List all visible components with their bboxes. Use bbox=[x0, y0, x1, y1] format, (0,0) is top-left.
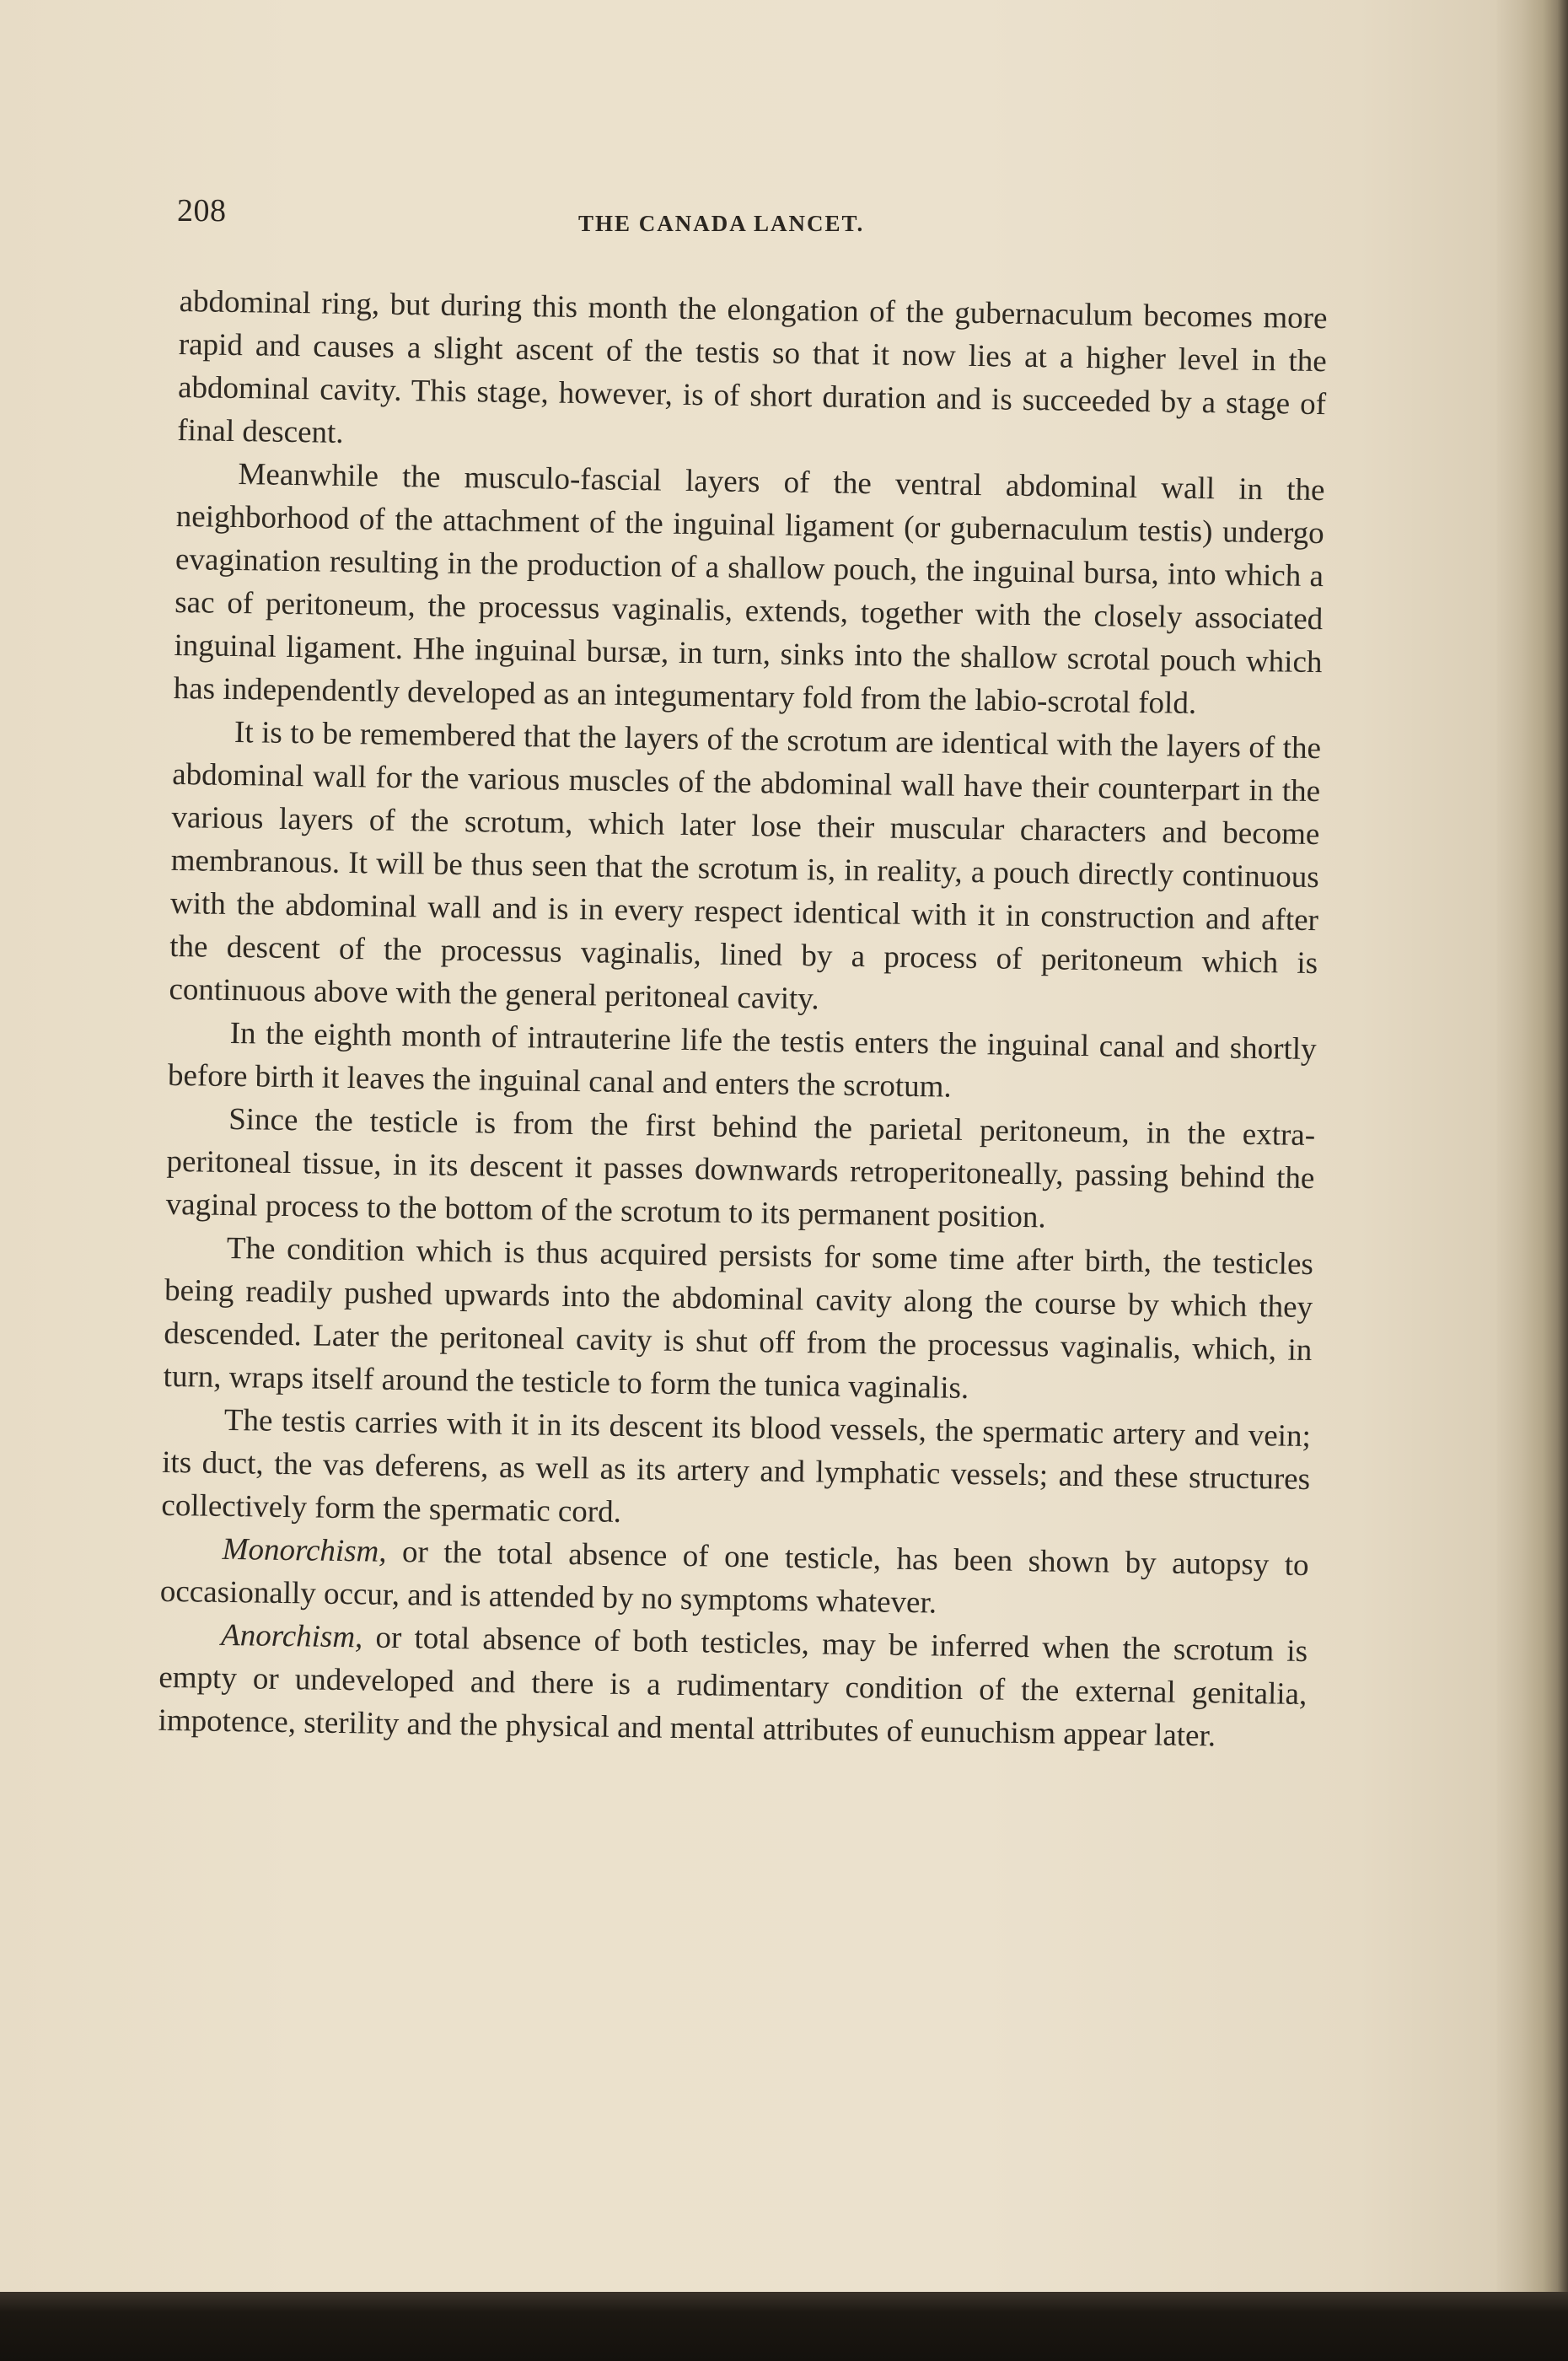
paragraph-text: Meanwhile the musculo-fascial layers of the ventral abdominal wall in the neighborhood of the attachment of the inguinal ligament (or gubernaculum testis) undergo evagination resulting in the production of a shallow pouch, the inguinal bursa, into which a sac of peritoneum, the processus vaginalis, extends, together with the closely associated inguinal ligament. Hhe inguinal bursæ, in turn, sinks into the shallow scrotal pouch which has independently developed as an integumentary fold from the labio-scrotal fold. bbox=[173, 457, 1325, 721]
paragraph-text: In the eighth month of intrauterine life the testis enters the inguinal canal and shortly before birth it leaves the inguinal canal and enters the scrotum. bbox=[167, 1015, 1317, 1105]
page-number: 208 bbox=[177, 193, 227, 229]
paragraph-text: The condition which is thus acquired persists for some time after birth, the testicles being readily pushed upwards into the abdominal cavity along the course by which they descended. Later the peritoneal cavity is shut off from the processus vaginalis, which, in turn, wraps itself around the testicle to form the tunica vaginalis. bbox=[163, 1230, 1314, 1406]
page-header bbox=[177, 192, 1332, 243]
page-edge-shadow bbox=[1496, 0, 1568, 2310]
paragraph-text: Since the testicle is from the first behind the parietal peritoneum, in the extra-peritoneal tissue, in its descent it passes downwards retroperitoneally, passing behind the vaginal process to the bottom of the scrotum to its permanent position. bbox=[165, 1101, 1316, 1235]
paragraph bbox=[163, 1226, 1313, 1415]
paragraph-text: abdominal ring, but during this month the elongation of the gubernaculum becomes more rapid and causes a slight ascent of the testis so that it now lies at a higher level in the abdominal cavity. This stage, however, is of short duration and is succeeded by a stage of final descent. bbox=[177, 283, 1328, 450]
paragraph-text: or total absence of both testicles, may be inferred when the scrotum is empty or undeveloped and there is a rudimentary condition of the external genitalia, impotence, sterility and the physical and mental attributes of eunuchism appear later. bbox=[158, 1620, 1308, 1754]
paragraph bbox=[169, 710, 1321, 1028]
paragraph bbox=[173, 452, 1324, 727]
paragraph-text: It is to be remembered that the layers of the scrotum are identical with the layers of the abdominal wall for the various muscles of the abdominal wall have their counterpart in the various layers of the scrotum, which later lose their muscular characters and become membranous. It will be thus seen that the scrotum is, in reality, a pouch directly continuous with the abdominal wall and is in every respect identical with it in construction and after the descent of the processus vaginalis, lined by a process of peritoneum which is continuous above with the general peritoneal cavity. bbox=[169, 715, 1322, 1017]
paragraph bbox=[158, 1613, 1308, 1759]
paragraph bbox=[165, 1097, 1315, 1243]
body-text bbox=[158, 280, 1328, 1759]
running-head: THE CANADA LANCET. bbox=[578, 211, 865, 236]
italic-term: Monorchism, bbox=[222, 1531, 387, 1569]
paragraph-text: The testis carries with it in its descent its blood vessels, the spermatic artery and vein; its duct, the vas deferens, as well as its artery and lymphatic vessels; and these structures collectively form the spermatic cord. bbox=[161, 1402, 1312, 1530]
scan-bottom-border bbox=[0, 2292, 1568, 2361]
paragraph-text: or the total absence of one testicle, has been shown by autopsy to occasionally occur, and is attended by no symptoms whatever. bbox=[159, 1534, 1309, 1621]
italic-term: Anorchism, bbox=[220, 1617, 363, 1655]
paragraph bbox=[177, 280, 1328, 469]
paragraph bbox=[160, 1527, 1309, 1630]
paragraph bbox=[168, 1011, 1317, 1114]
paragraph bbox=[161, 1398, 1311, 1544]
